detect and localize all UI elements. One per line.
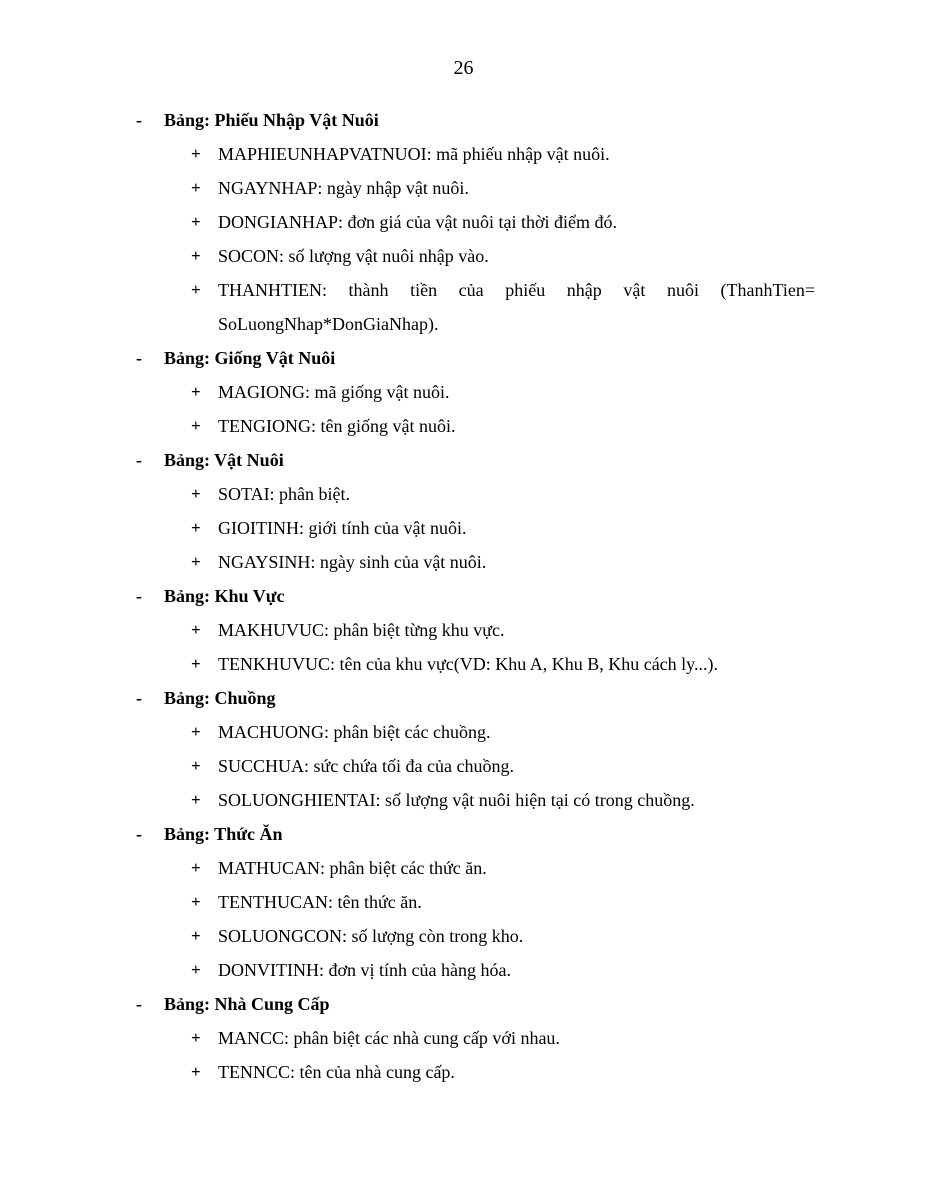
- item-text-line: SoLuongNhap*DonGiaNhap).: [218, 314, 439, 334]
- list-item: [0, 375, 927, 409]
- section-thuc-an: [0, 817, 927, 987]
- section-heading: [0, 341, 927, 375]
- section-title: Bảng: Nhà Cung Cấp: [164, 994, 330, 1014]
- item-text: TENNCC: tên của nhà cung cấp.: [218, 1062, 455, 1082]
- item-text: SOTAI: phân biệt.: [218, 484, 351, 504]
- item-text: GIOITINH: giới tính của vật nuôi.: [218, 518, 467, 538]
- plus-bullet: +: [191, 144, 201, 163]
- dash-bullet: -: [136, 688, 142, 708]
- list-item: [0, 545, 927, 579]
- section-vat-nuoi: [0, 443, 927, 579]
- list-item: [0, 205, 927, 239]
- plus-bullet: +: [191, 212, 201, 231]
- section-khu-vuc: [0, 579, 927, 681]
- item-text: DONVITINH: đơn vị tính của hàng hóa.: [218, 960, 511, 980]
- section-title: Bảng: Thức Ăn: [164, 824, 283, 844]
- plus-bullet: +: [191, 756, 201, 775]
- section-giong-vat-nuoi: [0, 341, 927, 443]
- section-nha-cung-cap: [0, 987, 927, 1089]
- item-text-line: THANHTIEN: thành tiền của phiếu nhập vật nuôi (ThanhTien=: [218, 280, 815, 300]
- list-item: [0, 409, 927, 443]
- dash-bullet: -: [136, 586, 142, 606]
- list-item: [0, 477, 927, 511]
- plus-bullet: +: [191, 960, 201, 979]
- section-heading: [0, 579, 927, 613]
- section-title: Bảng: Khu Vực: [164, 586, 285, 606]
- item-text: SOCON: số lượng vật nuôi nhập vào.: [218, 246, 489, 266]
- item-text: SOLUONGHIENTAI: số lượng vật nuôi hiện tại có trong chuồng.: [218, 790, 695, 810]
- plus-bullet: +: [191, 1028, 201, 1047]
- plus-bullet: +: [191, 178, 201, 197]
- document-body: [0, 103, 927, 1089]
- item-text: TENTHUCAN: tên thức ăn.: [218, 892, 422, 912]
- list-item: [0, 919, 927, 953]
- list-item-wrapped: [0, 273, 927, 341]
- plus-bullet: +: [191, 518, 201, 537]
- section-heading: [0, 103, 927, 137]
- item-text: TENKHUVUC: tên của khu vực(VD: Khu A, Khu B, Khu cách ly...).: [218, 654, 719, 674]
- plus-bullet: +: [191, 620, 201, 639]
- plus-bullet: +: [191, 416, 201, 435]
- item-text: [218, 273, 815, 341]
- page-number: 26: [453, 57, 474, 79]
- item-text: SUCCHUA: sức chứa tối đa của chuồng.: [218, 756, 514, 776]
- list-item: [0, 239, 927, 273]
- plus-bullet: +: [191, 654, 201, 673]
- plus-bullet: +: [191, 382, 201, 401]
- item-text: MAPHIEUNHAPVATNUOI: mã phiếu nhập vật nuôi.: [218, 144, 610, 164]
- item-text: MACHUONG: phân biệt các chuồng.: [218, 722, 491, 742]
- plus-bullet: +: [191, 858, 201, 877]
- list-item: [0, 851, 927, 885]
- list-item: [0, 137, 927, 171]
- section-title: Bảng: Vật Nuôi: [164, 450, 284, 470]
- item-text: NGAYNHAP: ngày nhập vật nuôi.: [218, 178, 469, 198]
- item-text: TENGIONG: tên giống vật nuôi.: [218, 416, 456, 436]
- list-item: [0, 1021, 927, 1055]
- plus-bullet: +: [191, 892, 201, 911]
- list-item: [0, 749, 927, 783]
- dash-bullet: -: [136, 110, 142, 130]
- list-item: [0, 885, 927, 919]
- item-text: MANCC: phân biệt các nhà cung cấp với nhau.: [218, 1028, 560, 1048]
- item-text: MAKHUVUC: phân biệt từng khu vực.: [218, 620, 505, 640]
- list-item: [0, 613, 927, 647]
- section-chuong: [0, 681, 927, 817]
- dash-bullet: -: [136, 994, 142, 1014]
- section-phieu-nhap-vat-nuoi: [0, 103, 927, 341]
- plus-bullet: +: [191, 280, 201, 299]
- section-heading: [0, 987, 927, 1021]
- plus-bullet: +: [191, 926, 201, 945]
- item-text: DONGIANHAP: đơn giá của vật nuôi tại thời điểm đó.: [218, 212, 617, 232]
- list-item: [0, 511, 927, 545]
- section-title: Bảng: Phiếu Nhập Vật Nuôi: [164, 110, 379, 130]
- item-text: SOLUONGCON: số lượng còn trong kho.: [218, 926, 524, 946]
- section-heading: [0, 817, 927, 851]
- list-item: [0, 715, 927, 749]
- section-title: Bảng: Giống Vật Nuôi: [164, 348, 336, 368]
- item-text: MAGIONG: mã giống vật nuôi.: [218, 382, 450, 402]
- plus-bullet: +: [191, 722, 201, 741]
- section-heading: [0, 681, 927, 715]
- dash-bullet: -: [136, 348, 142, 368]
- plus-bullet: +: [191, 552, 201, 571]
- plus-bullet: +: [191, 790, 201, 809]
- list-item: [0, 783, 927, 817]
- list-item: [0, 171, 927, 205]
- plus-bullet: +: [191, 1062, 201, 1081]
- item-text: NGAYSINH: ngày sinh của vật nuôi.: [218, 552, 487, 572]
- plus-bullet: +: [191, 484, 201, 503]
- list-item: [0, 953, 927, 987]
- dash-bullet: -: [136, 824, 142, 844]
- dash-bullet: -: [136, 450, 142, 470]
- section-title: Bảng: Chuồng: [164, 688, 276, 708]
- plus-bullet: +: [191, 246, 201, 265]
- section-heading: [0, 443, 927, 477]
- item-text: MATHUCAN: phân biệt các thức ăn.: [218, 858, 487, 878]
- list-item: [0, 1055, 927, 1089]
- list-item: [0, 647, 927, 681]
